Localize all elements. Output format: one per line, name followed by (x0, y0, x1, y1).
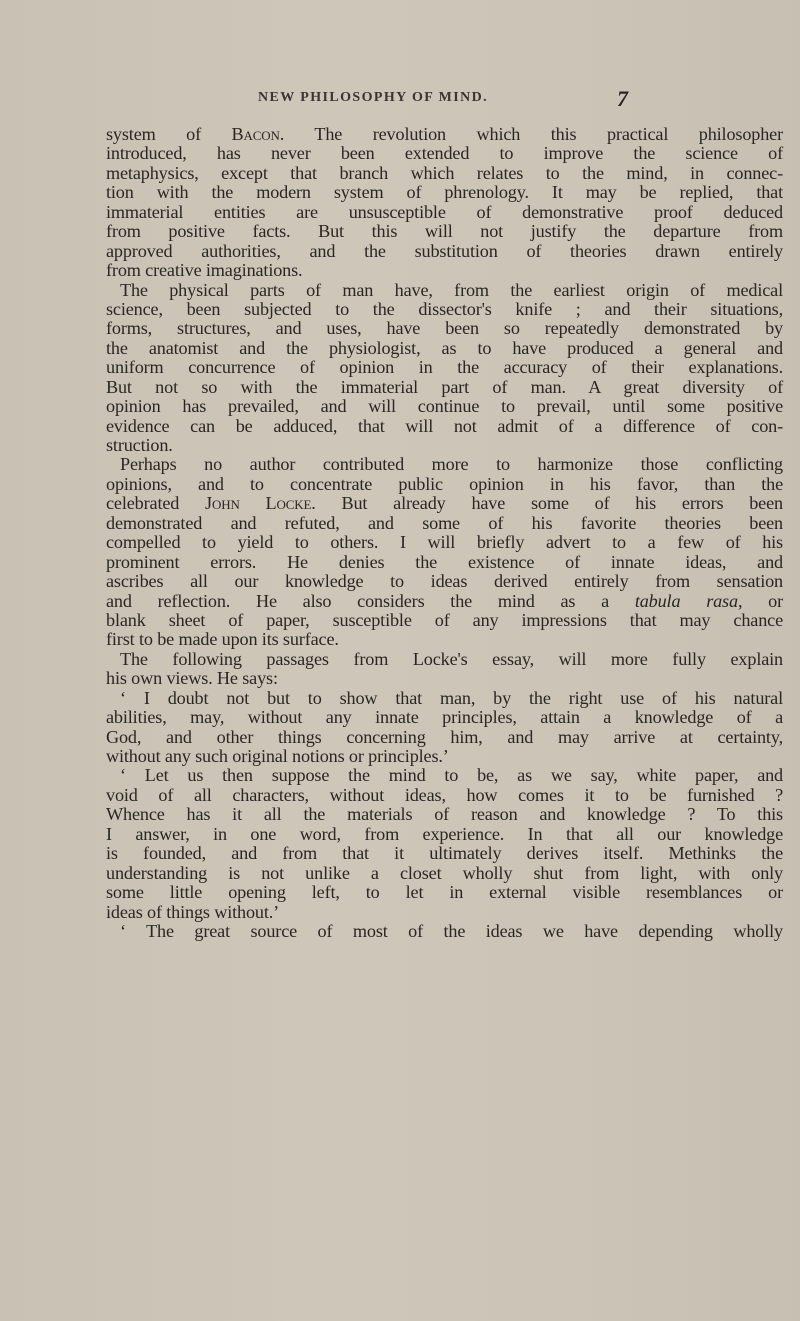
text-line: tion with the modern system of phrenology. It may be replied, that (106, 182, 783, 203)
text-line: demonstrated and refuted, and some of his favorite theories been (106, 512, 783, 533)
text-run: . But already have some of his errors been (311, 493, 783, 514)
text-line: ideas of things without.’ (106, 901, 280, 922)
text-line: ‘ The great source of most of the ideas we have depending wholly (120, 920, 783, 941)
text-line: science, been subjected to the dissector's knife ; and their situations, (106, 298, 783, 319)
text-line: the anatomist and the physiologist, as to have produced a general and (106, 337, 783, 358)
text-line: abilities, may, without any innate principles, attain a knowledge of a (106, 707, 783, 728)
text-line: from positive facts. But this will not justify the departure from (106, 221, 783, 242)
text-line: The following passages from Locke's essay, will more fully explain (120, 648, 783, 669)
text-line: metaphysics, except that branch which relates to the mind, in connec- (106, 162, 783, 183)
text-line: compelled to yield to others. I will briefly advert to a few of his (106, 532, 783, 553)
text-line: struction. (106, 435, 173, 455)
text-line: without any such original notions or principles.’ (106, 746, 449, 766)
text-line: forms, structures, and uses, have been so repeatedly demonstrated by (106, 318, 783, 339)
running-header-title: NEW PHILOSOPHY OF MIND. (258, 90, 489, 105)
text-line: evidence can be adduced, that will not admit of a difference of con- (106, 415, 783, 436)
text-run: and reflection. He also considers the mind as a (106, 590, 635, 611)
text-line: opinions, and to concentrate public opinion in his favor, than the (106, 473, 783, 494)
text-line: some little opening left, to let in external visible resemblances or (106, 882, 783, 903)
text-line (106, 494, 783, 513)
text-line: blank sheet of paper, susceptible of any impressions that may chance (106, 609, 783, 630)
text-line: introduced, has never been extended to improve the science of (106, 143, 783, 164)
text-line: ‘ Let us then suppose the mind to be, as we say, white paper, and (120, 765, 783, 786)
text-line: understanding is not unlike a closet wholly shut from light, with only (106, 862, 783, 883)
text-line: is founded, and from that it ultimately derives itself. Methinks the (106, 843, 783, 864)
text-line: ‘ I doubt not but to show that man, by the right use of his natural (120, 687, 783, 708)
text-run: . The revolution which this practical philosopher (279, 124, 783, 144)
text-line: ascribes all our knowledge to ideas derived entirely from sensation (106, 571, 783, 592)
small-caps-name: Bacon (231, 124, 280, 144)
text-line: his own views. He says: (106, 668, 278, 689)
small-caps-name: John Locke (205, 493, 312, 514)
text-line: approved authorities, and the substitution of theories drawn entirely (106, 240, 783, 261)
text-line: God, and other things concerning him, and may arrive at certainty, (106, 726, 783, 747)
text-line: The physical parts of man have, from the earliest origin of medical (120, 279, 783, 300)
text-line: first to be made upon its surface. (106, 629, 339, 650)
text-line: I answer, in one word, from experience. In that all our knowledge (106, 823, 783, 844)
text-line (106, 592, 783, 611)
italic-term: tabula rasa (634, 590, 738, 611)
text-line: void of all characters, without ideas, how comes it to be furnished ? (106, 784, 783, 805)
text-run: , or (737, 590, 783, 611)
text-line: immaterial entities are unsusceptible of demonstrative proof deduced (106, 201, 783, 222)
text-line: But not so with the immaterial part of man. A great diversity of (106, 376, 783, 397)
text-line (106, 125, 783, 144)
text-line: prominent errors. He denies the existence of innate ideas, and (106, 551, 783, 572)
text-line: uniform concurrence of opinion in the accuracy of their explanations. (106, 357, 783, 378)
text-line: Whence has it all the materials of reason and knowledge ? To this (106, 804, 783, 825)
page-number: 7 (617, 86, 628, 111)
body-text (106, 125, 783, 941)
text-line: opinion has prevailed, and will continue to prevail, until some positive (106, 396, 783, 417)
text-run: celebrated (106, 493, 206, 514)
text-run: system of (106, 124, 232, 144)
text-line: from creative imaginations. (106, 260, 303, 281)
text-line: Perhaps no author contributed more to harmonize those conflicting (120, 454, 783, 475)
